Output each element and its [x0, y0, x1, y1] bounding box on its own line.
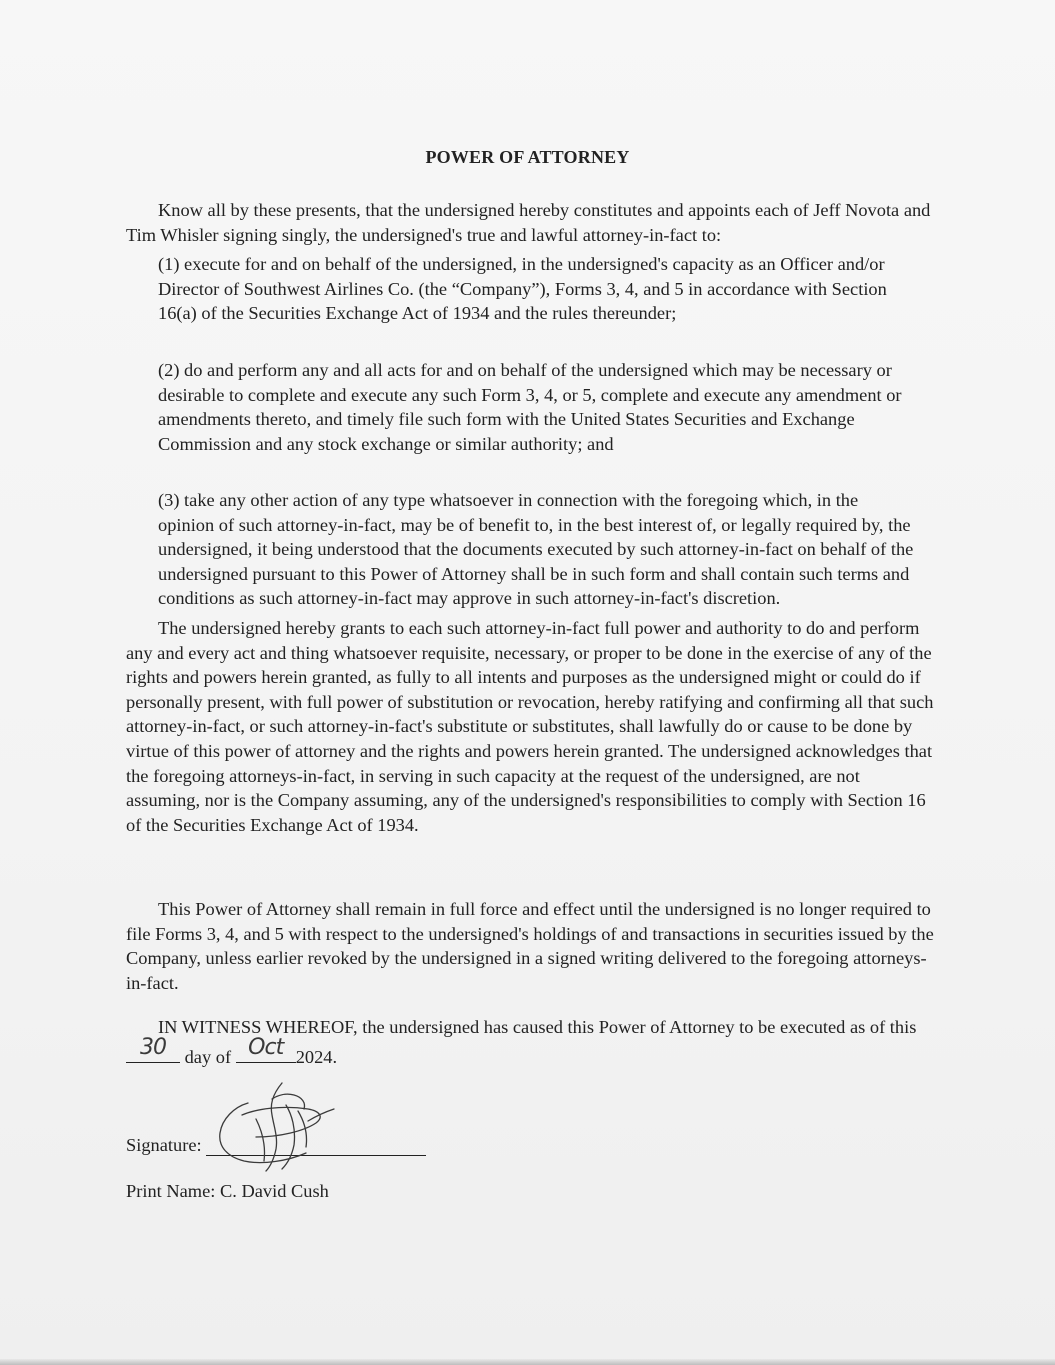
clause-2: (2) do and perform any and all acts for and on behalf of the undersigned which may be necessary or desirable to complete and execute any such Form 3, 4, or 5, complete and execute any amendment or amendments thereto, and timely file such form with the United States Securities and Exchange Commission and any stock exchange or similar authority; and [158, 360, 902, 454]
term-paragraph: This Power of Attorney shall remain in full force and effect until the undersigned is no longer required to file Forms 3, 4, and 5 with respect to the undersigned's holdings of and transactions in securities issued by the Company, unless earlier revoked by the undersigned in a signed writing delivered to the foregoing attorneys-in-fact. [126, 899, 934, 993]
witness-lead: IN WITNESS WHEREOF, the undersigned has caused this Power of Attorney to be executed as of this [158, 1017, 917, 1037]
clause-3: (3) take any other action of any type whatsoever in connection with the foregoing which, in the opinion of such attorney-in-fact, may be of benefit to, in the best interest of, or legally required by, the undersigned, it being understood that the documents executed by such attorney-in-fact on behalf of the undersigned pursuant to this Power of Attorney shall be in such form and shall contain such terms and conditions as such attorney-in-fact may approve in such attorney-in-fact's discretion. [158, 490, 914, 609]
signature-label: Signature: [126, 1135, 202, 1155]
print-name: Print Name: C. David Cush [126, 1181, 329, 1201]
grant-paragraph: The undersigned hereby grants to each such attorney-in-fact full power and authority to do and perform any and every act and thing whatsoever requisite, necessary, or proper to be done in the exercise of any of the rights and powers herein granted, as fully to all intents and purposes as the undersigned might or could do if personally present, with full power of substitution or revocation, hereby ratifying and confirming all that such attorney-in-fact, or such attorney-in-fact's substitute or substitutes, shall lawfully do or cause to be done by virtue of this power of attorney and the rights and powers herein granted. The undersigned acknowledges that the foregoing attorneys-in-fact, in serving in such capacity at the request of the undersigned, are not assuming, nor is the Company assuming, any of the undersigned's responsibilities to comply with Section 16 of the Securities Exchange Act of 1934. [126, 618, 934, 835]
document-title: POWER OF ATTORNEY [425, 147, 630, 167]
year-text: 2024. [295, 1046, 338, 1067]
day-fill [126, 1035, 180, 1063]
day-of-text: day of [184, 1046, 232, 1067]
intro-paragraph: Know all by these presents, that the undersigned hereby constitutes and appoints each of Jeff Novota and Tim Whisler signing singly, the undersigned's true and lawful attorney-in-fact to: [126, 200, 931, 245]
signature-mark [212, 1075, 337, 1175]
scan-edge [0, 1359, 1055, 1365]
month-handwritten: Oct [248, 1035, 284, 1060]
witness-paragraph [126, 1015, 938, 1069]
clause-1: (1) execute for and on behalf of the undersigned, in the undersigned's capacity as an Officer and/or Director of Southwest Airlines Co. (the “Company”), Forms 3, 4, and 5 in accordance with Section 16(a) of the Securities Exchange Act of 1934 and the rules thereunder; [158, 254, 887, 324]
day-handwritten: 30 [140, 1035, 166, 1060]
month-fill [236, 1035, 296, 1063]
